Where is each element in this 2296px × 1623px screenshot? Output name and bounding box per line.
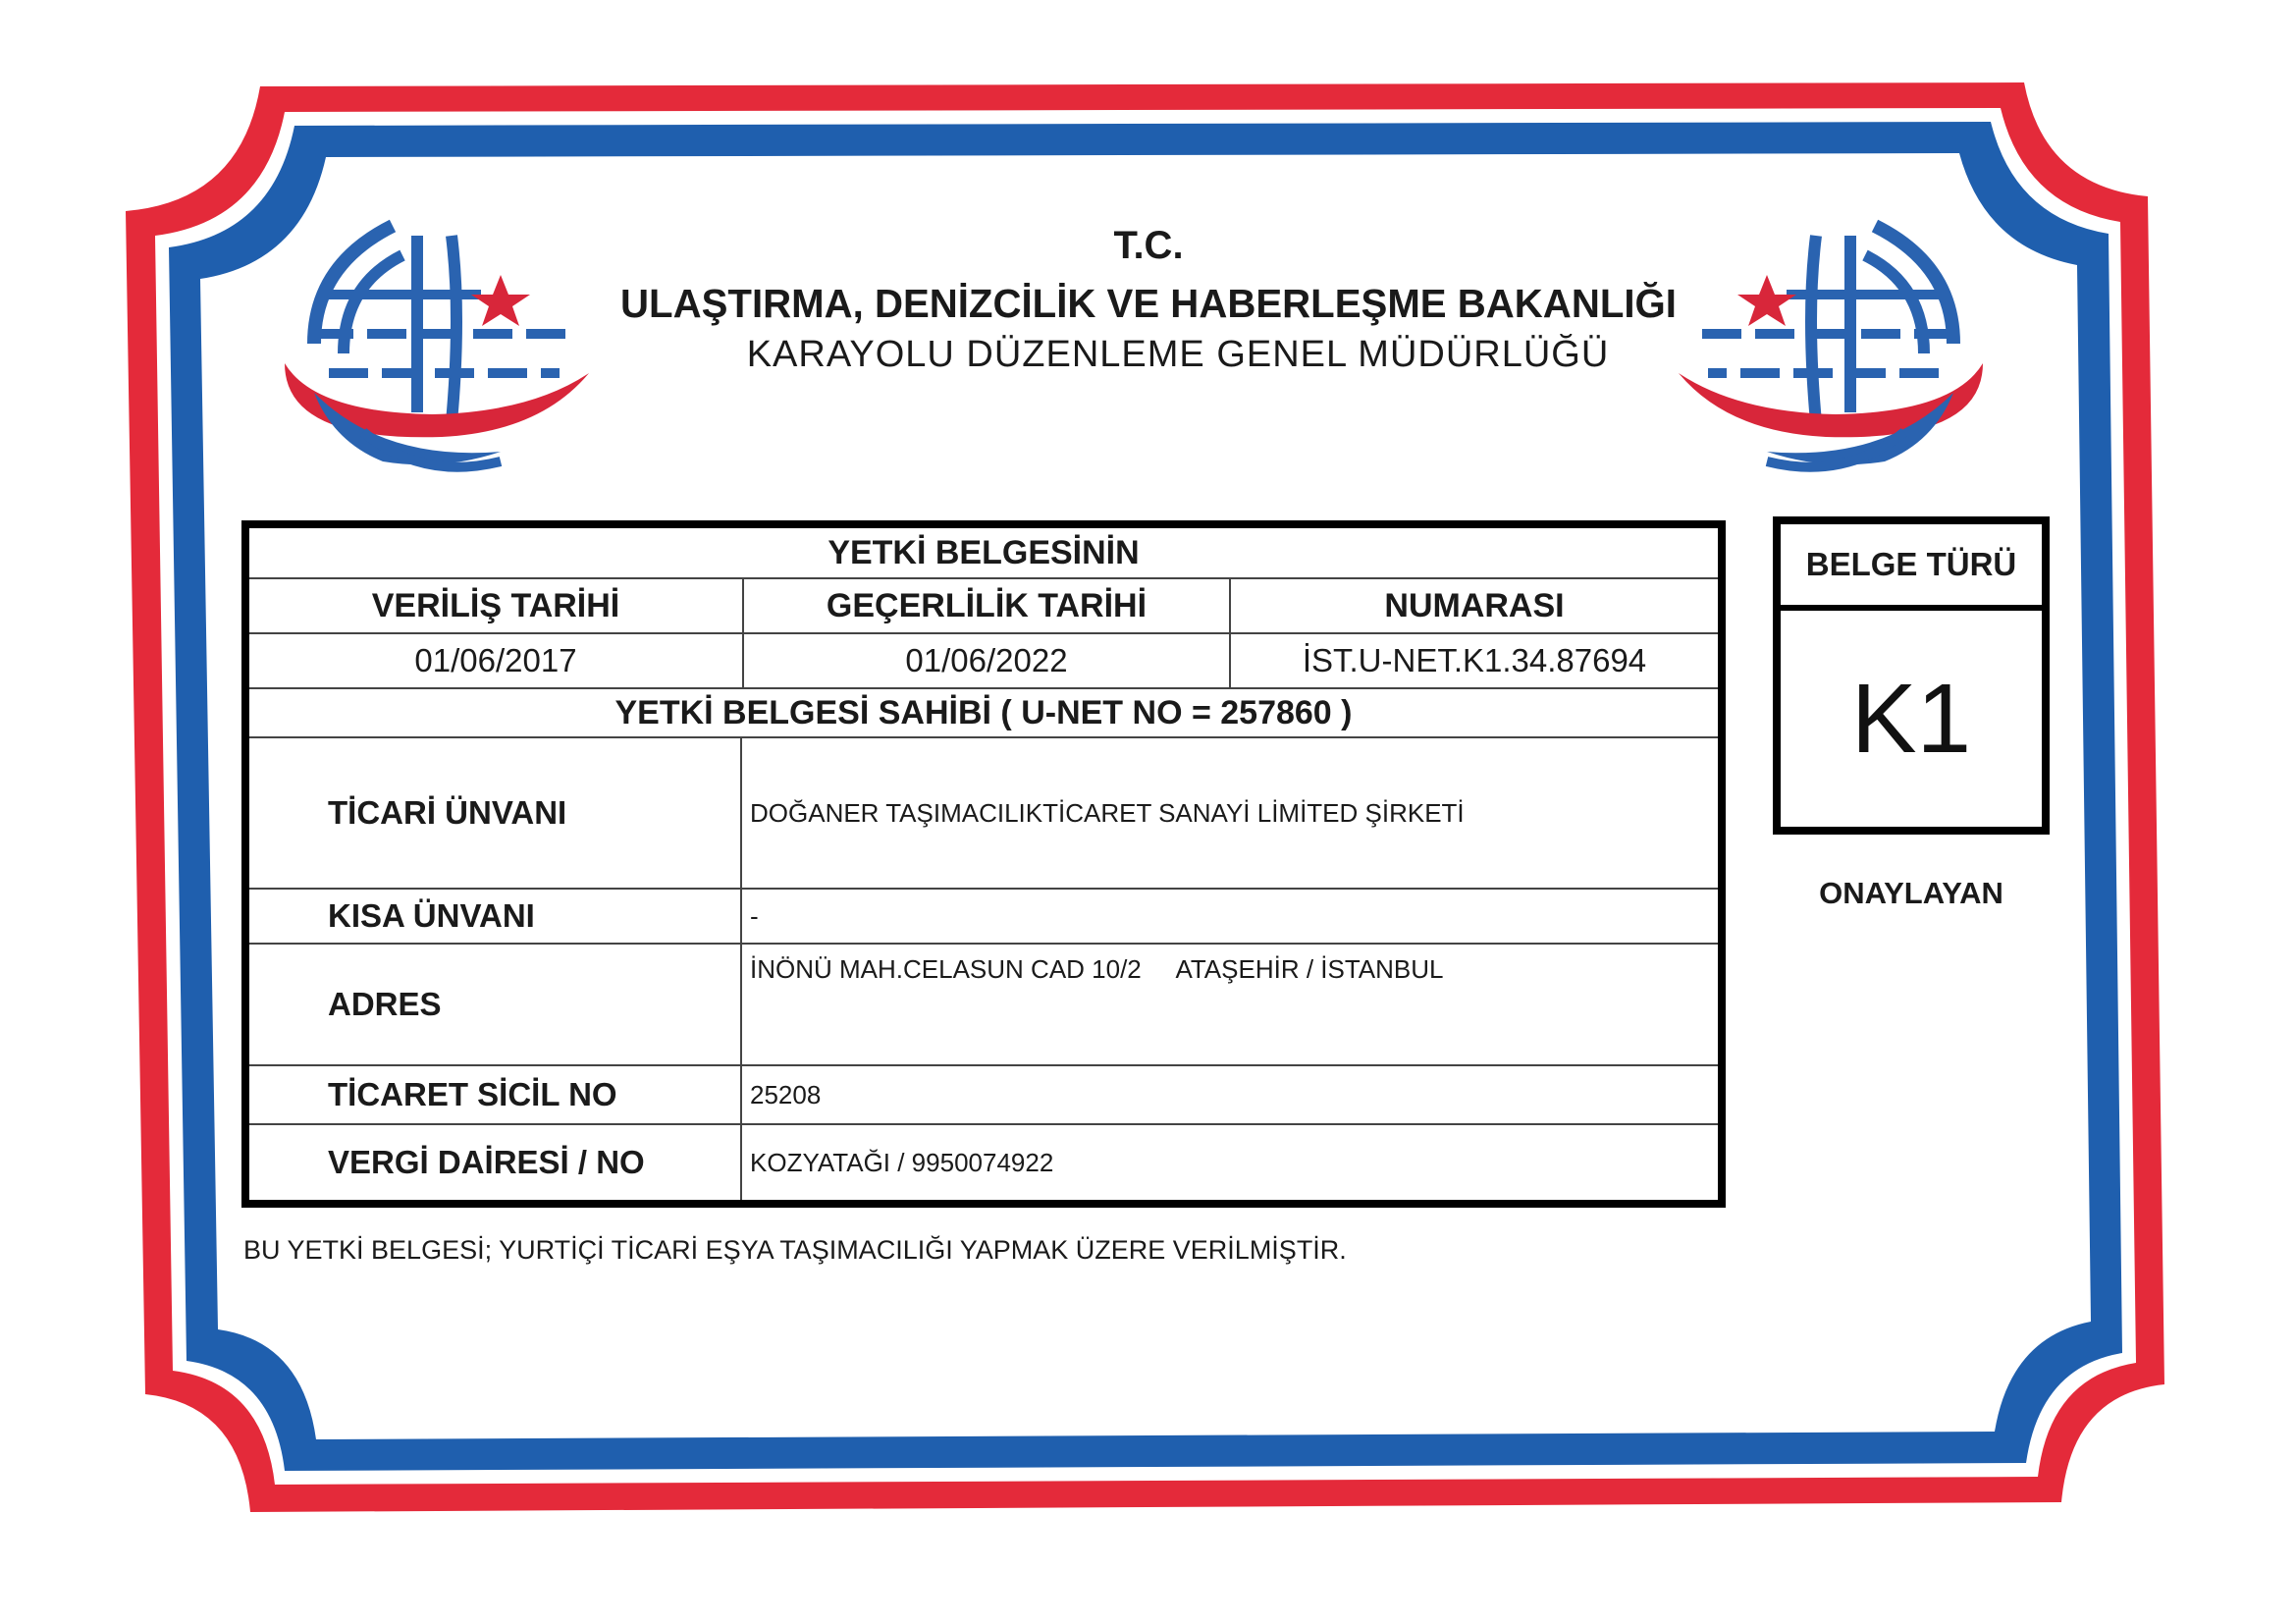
field-label-trade-name: TİCARİ ÜNVANI xyxy=(328,794,567,831)
field-value-tax-office: KOZYATAĞI / 9950074922 xyxy=(740,1125,1718,1200)
field-value-address: İNÖNÜ MAH.CELASUN CAD 10/2 ATAŞEHİR / İSTANBUL xyxy=(740,945,1718,1064)
field-row-short-name xyxy=(249,890,1718,945)
field-value-trade-name: DOĞANER TAŞIMACILIKTİCARET SANAYİ LİMİTED ŞİRKETİ xyxy=(740,738,1718,888)
section-title-row xyxy=(249,528,1718,579)
footer-note: BU YETKİ BELGESİ; YURTİÇİ TİCARİ EŞYA TAŞIMACILIĞI YAPMAK ÜZERE VERİLMİŞTİR. xyxy=(243,1235,1347,1265)
field-row-address xyxy=(249,945,1718,1066)
field-row-trade-name xyxy=(249,738,1718,890)
field-label-short-name: KISA ÜNVANI xyxy=(328,897,535,934)
header-tc: T.C. xyxy=(1113,224,1184,267)
field-value-short-name: - xyxy=(740,890,1718,943)
document-type-title: BELGE TÜRÜ xyxy=(1781,524,2042,611)
certificate-table xyxy=(241,520,1726,1208)
column-header-row xyxy=(249,579,1718,634)
section-title: YETKİ BELGESİNİN xyxy=(828,533,1140,571)
field-label-trade-registry: TİCARET SİCİL NO xyxy=(328,1076,617,1112)
field-label-address: ADRES xyxy=(328,986,442,1022)
column-header-validity-date: GEÇERLİLİK TARİHİ xyxy=(742,579,1229,632)
approver-label: ONAYLAYAN xyxy=(1819,876,2003,910)
field-label-tax-office: VERGİ DAİRESİ / NO xyxy=(328,1144,645,1180)
document-type-value: K1 xyxy=(1850,663,1972,774)
field-value-trade-registry: 25208 xyxy=(740,1066,1718,1123)
document-type-box xyxy=(1773,516,2050,835)
issue-date-value: 01/06/2017 xyxy=(414,642,577,678)
holder-title: YETKİ BELGESİ SAHİBİ ( U-NET NO = 257860 ) xyxy=(614,693,1353,731)
column-header-issue-date: VERİLİŞ TARİHİ xyxy=(371,586,620,624)
header-ministry: ULAŞTIRMA, DENİZCİLİK VE HABERLEŞME BAKANLIĞI xyxy=(620,281,1677,326)
values-row xyxy=(249,634,1718,689)
field-row-tax-office xyxy=(249,1125,1718,1200)
header-directorate: KARAYOLU DÜZENLEME GENEL MÜDÜRLÜĞÜ xyxy=(746,334,1610,375)
holder-title-row xyxy=(249,689,1718,738)
certificate-number-value: İST.U-NET.K1.34.87694 xyxy=(1229,634,1718,687)
column-header-number: NUMARASI xyxy=(1229,579,1718,632)
field-row-trade-registry xyxy=(249,1066,1718,1125)
validity-date-value: 01/06/2022 xyxy=(742,634,1229,687)
